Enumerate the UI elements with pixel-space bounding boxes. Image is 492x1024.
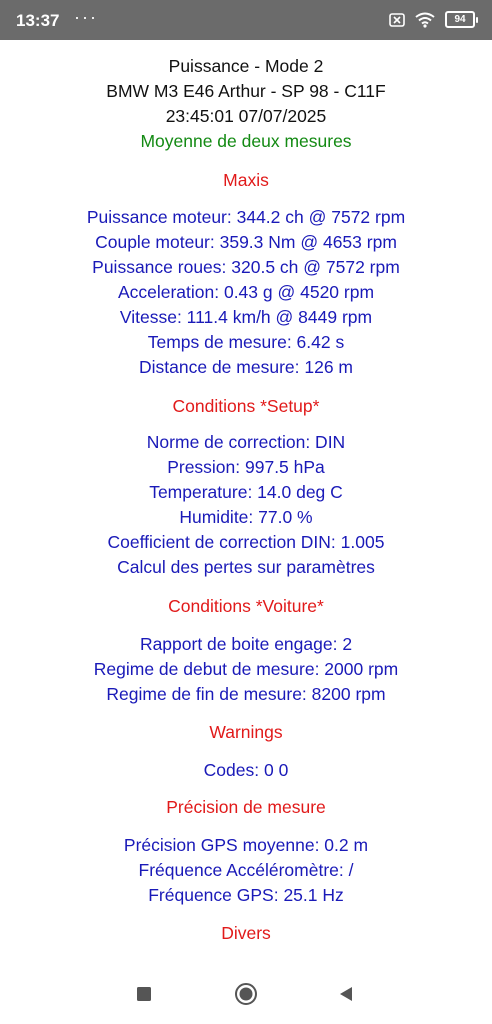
section-title-warnings: Warnings <box>209 722 283 742</box>
status-bar <box>0 0 492 40</box>
setup-line: Temperature: 14.0 deg C <box>149 482 343 502</box>
maxis-line: Vitesse: 111.4 km/h @ 8449 rpm <box>119 307 373 327</box>
wifi-icon <box>415 12 435 28</box>
sim-x-icon <box>389 12 405 28</box>
report-datetime: 23:45:01 07/07/2025 <box>165 106 327 126</box>
notification-dots: ··· <box>74 7 98 27</box>
voiture-line: Regime de debut de mesure: 2000 rpm <box>93 659 399 679</box>
maxis-line: Puissance roues: 320.5 ch @ 7572 rpm <box>92 257 400 277</box>
maxis-line: Distance de mesure: 126 m <box>139 357 353 377</box>
setup-line: Pression: 997.5 hPa <box>167 457 325 477</box>
battery-level: 94 <box>445 11 475 28</box>
setup-line: Calcul des pertes sur paramètres <box>117 557 375 577</box>
section-title-setup: Conditions *Setup* <box>172 396 320 416</box>
section-title-maxis: Maxis <box>223 170 269 190</box>
status-time: 13:37 <box>16 11 60 30</box>
section-title-precision: Précision de mesure <box>166 797 326 817</box>
measure-mode: Moyenne de deux mesures <box>140 131 352 151</box>
voiture-line: Rapport de boite engage: 2 <box>139 634 353 654</box>
report-title: Puissance - Mode 2 <box>168 56 324 76</box>
maxis-line: Acceleration: 0.43 g @ 4520 rpm <box>117 282 375 302</box>
vehicle-info: BMW M3 E46 Arthur - SP 98 - C11F <box>106 81 386 101</box>
setup-line: Norme de correction: DIN <box>146 432 346 452</box>
maxis-line: Couple moteur: 359.3 Nm @ 4653 rpm <box>95 232 397 252</box>
maxis-line: Temps de mesure: 6.42 s <box>147 332 345 352</box>
precision-line: Fréquence Accéléromètre: / <box>138 860 354 880</box>
maxis-line: Puissance moteur: 344.2 ch @ 7572 rpm <box>86 207 406 227</box>
nav-home-icon[interactable] <box>234 982 258 1006</box>
section-title-divers: Divers <box>221 923 271 943</box>
setup-line: Humidite: 77.0 % <box>179 507 313 527</box>
precision-line: Précision GPS moyenne: 0.2 m <box>123 835 369 855</box>
battery-icon <box>445 11 478 28</box>
navigation-bar <box>0 962 492 1024</box>
section-title-voiture: Conditions *Voiture* <box>168 596 324 616</box>
warnings-line: Codes: 0 0 <box>203 760 289 780</box>
nav-recents-icon[interactable] <box>132 982 156 1006</box>
report-content <box>0 40 492 962</box>
setup-line: Coefficient de correction DIN: 1.005 <box>107 532 385 552</box>
nav-back-icon[interactable] <box>334 982 358 1006</box>
voiture-line: Regime de fin de mesure: 8200 rpm <box>106 684 386 704</box>
status-icons <box>389 11 478 28</box>
precision-line: Fréquence GPS: 25.1 Hz <box>148 885 344 905</box>
